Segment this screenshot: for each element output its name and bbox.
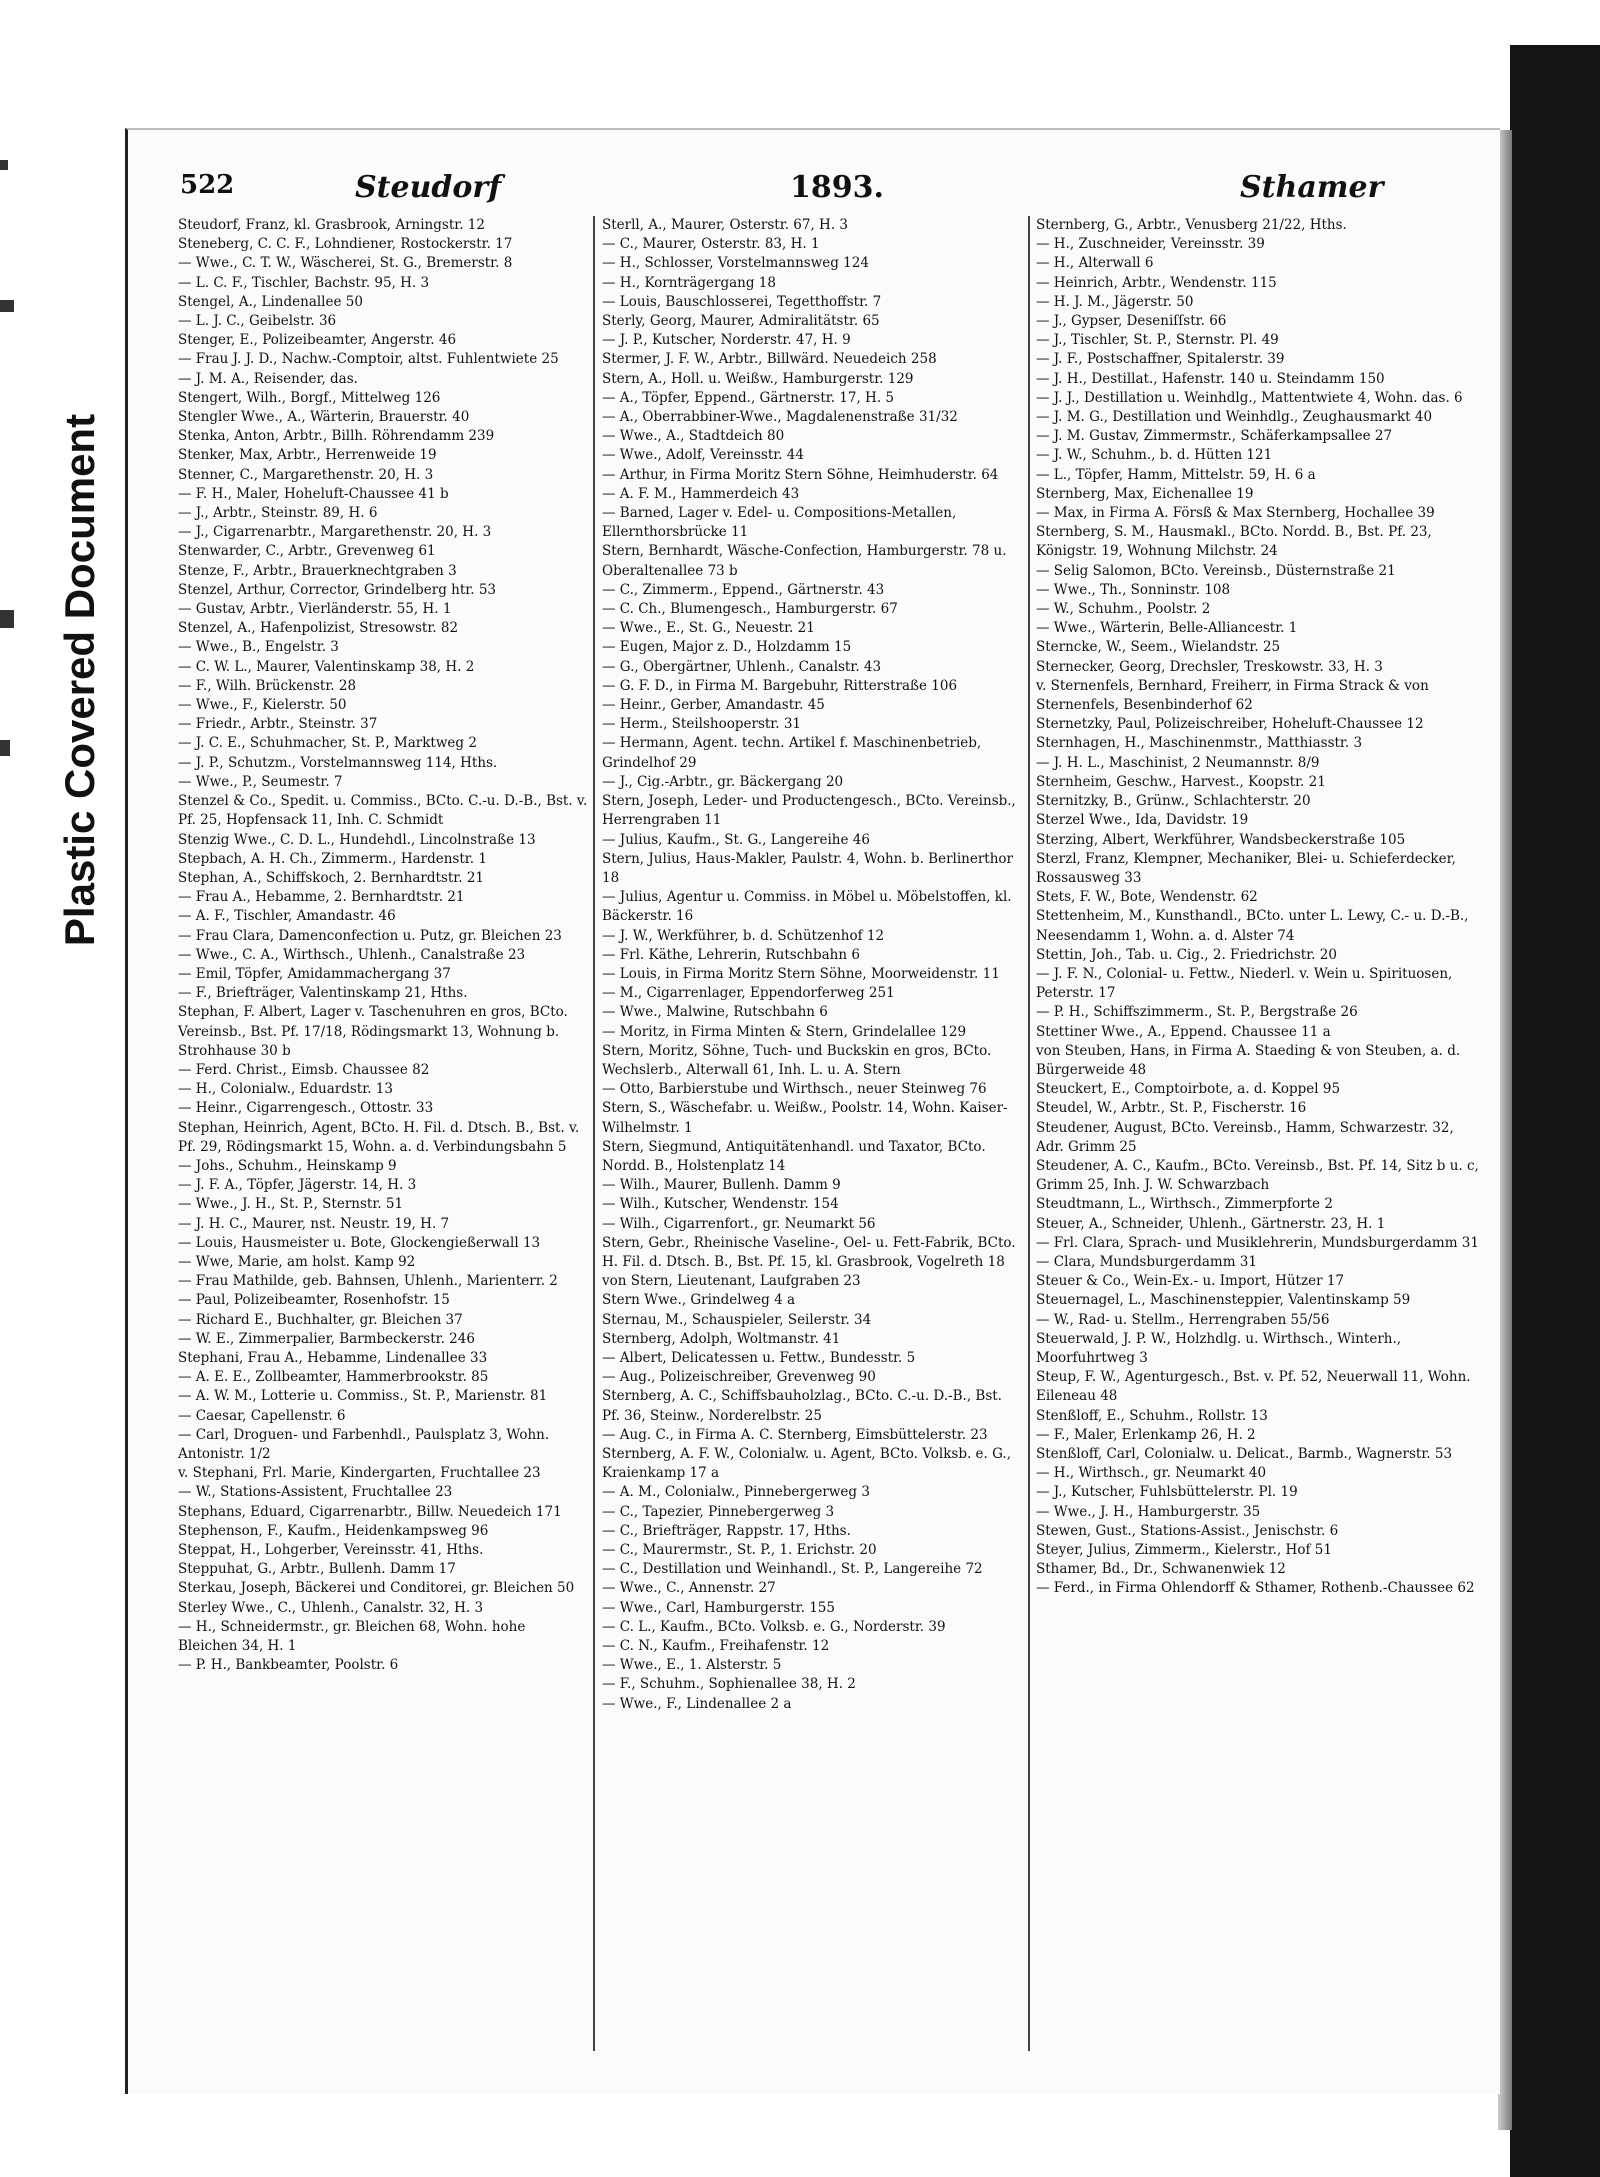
- directory-entry: — Paul, Polizeibeamter, Rosenhofstr. 15: [178, 1292, 450, 1309]
- directory-entry: — Otto, Barbierstube und Wirthsch., neuer Steinweg 76: [602, 1081, 987, 1098]
- directory-entry: — P. H., Bankbeamter, Poolstr. 6: [178, 1657, 399, 1674]
- directory-entry: von Steuben, Hans, in Firma A. Staeding & von Steuben, a. d. Bürgerweide 48: [1036, 1042, 1461, 1078]
- directory-entry: — W. E., Zimmerpalier, Barmbeckerstr. 246: [178, 1330, 475, 1347]
- column-divider: [593, 216, 595, 2051]
- directory-entry: — Wilh., Maurer, Bullenh. Damm 9: [602, 1177, 841, 1194]
- directory-entry: — Eugen, Major z. D., Holzdamm 15: [602, 639, 852, 656]
- directory-entry: — Frl. Käthe, Lehrerin, Rutschbahn 6: [602, 946, 860, 963]
- directory-entry: — Wwe., A., Stadtdeich 80: [602, 428, 785, 445]
- directory-entry: — Hermann, Agent. techn. Artikel f. Maschinenbetrieb, Grindelhof 29: [602, 735, 982, 771]
- directory-entry: Stenker, Max, Arbtr., Herrenweide 19: [178, 447, 437, 464]
- directory-entry: — Wwe., E., 1. Alsterstr. 5: [602, 1657, 782, 1674]
- directory-entry: Sternberg, Adolph, Woltmanstr. 41: [602, 1330, 841, 1347]
- directory-entry: Stermer, J. F. W., Arbtr., Billwärd. Neuedeich 258: [602, 351, 937, 368]
- page-number: 522: [180, 170, 235, 200]
- directory-entry: — Moritz, in Firma Minten & Stern, Grindelallee 129: [602, 1023, 967, 1040]
- directory-entry: — H. J. M., Jägerstr. 50: [1036, 293, 1194, 310]
- directory-entry: — Aug. C., in Firma A. C. Sternberg, Eimsbüttelerstr. 23: [602, 1426, 988, 1443]
- directory-entry: Sterzel Wwe., Ida, Davidstr. 19: [1036, 812, 1249, 829]
- directory-entry: — J. F. N., Colonial- u. Fettw., Niederl. v. Wein u. Spirituosen, Peterstr. 17: [1036, 965, 1453, 1002]
- directory-entry: — Wwe., J. H., St. P., Sternstr. 51: [178, 1196, 404, 1213]
- directory-entry: Stettiner Wwe., A., Eppend. Chaussee 11 a: [1036, 1023, 1331, 1040]
- directory-entry: — Herm., Steilshooperstr. 31: [602, 716, 802, 733]
- directory-entry: Sternberg, A. F. W., Colonialw. u. Agent, BCto. Volksb. e. G., Kraienkamp 17 a: [602, 1446, 1012, 1482]
- directory-entry: Stenzel, A., Hafenpolizist, Stresowstr. 82: [178, 620, 459, 637]
- directory-entry: — Wwe., Wärterin, Belle-Alliancestr. 1: [1036, 620, 1298, 637]
- directory-entry: — C. L., Kaufm., BCto. Volksb. e. G., Norderstr. 39: [602, 1618, 946, 1635]
- directory-entry: — H., Zuschneider, Vereinsstr. 39: [1036, 236, 1265, 253]
- directory-entry: — Johs., Schuhm., Heinskamp 9: [178, 1157, 397, 1174]
- column-3: [1036, 216, 1482, 2066]
- edge-mark: [0, 160, 8, 170]
- directory-entry: — J. W., Werkführer, b. d. Schützenhof 12: [602, 927, 885, 944]
- directory-entry: Stengel, A., Lindenallee 50: [178, 293, 363, 310]
- directory-entry: Steuerwald, J. P. W., Holzhdlg. u. Wirthsch., Winterh., Moorfuhrtweg 3: [1036, 1330, 1402, 1366]
- header-left-name: Steudorf: [355, 170, 502, 205]
- directory-entry: Sternberg, G., Arbtr., Venusberg 21/22, Hths.: [1036, 217, 1347, 233]
- directory-entry: Stenßloff, Carl, Colonialw. u. Delicat., Barmb., Wagnerstr. 53: [1036, 1446, 1453, 1462]
- directory-entry: — J. J., Destillation u. Weinhdlg., Mattentwiete 4, Wohn. das. 6: [1036, 389, 1463, 406]
- page-header: [180, 170, 1490, 214]
- directory-entry: Stenzel, Arthur, Corrector, Grindelberg htr. 53: [178, 581, 497, 598]
- directory-entry: — Wwe., Th., Sonninstr. 108: [1036, 581, 1231, 598]
- directory-entry: Stern, Siegmund, Antiquitätenhandl. und Taxator, BCto. Nordd. B., Holstenplatz 14: [602, 1138, 986, 1174]
- directory-entry: — J. C. E., Schuhmacher, St. P., Marktweg 2: [178, 735, 477, 752]
- directory-entry: — Louis, Bauschlosserei, Tegetthoffstr. 7: [602, 293, 882, 310]
- directory-entry: Sternau, M., Schauspieler, Seilerstr. 34: [602, 1311, 872, 1328]
- directory-entry: — J. F. A., Töpfer, Jägerstr. 14, H. 3: [178, 1177, 417, 1194]
- directory-entry: — Friedr., Arbtr., Steinstr. 37: [178, 716, 378, 733]
- directory-entry: — C., Maurer, Osterstr. 83, H. 1: [602, 236, 820, 253]
- scan-right-border: [1510, 45, 1600, 2177]
- directory-entry: — Wilh., Kutscher, Wendenstr. 154: [602, 1196, 839, 1213]
- directory-entry: — H., Colonialw., Eduardstr. 13: [178, 1081, 393, 1098]
- directory-entry: — A., Oberrabbiner-Wwe., Magdalenenstraße 31/32: [602, 409, 958, 426]
- directory-entry: v. Sternenfels, Bernhard, Freiherr, in Firma Strack & von Sternenfels, Besenbinderhof 62: [1036, 677, 1429, 714]
- directory-entry: Sternberg, A. C., Schiffsbauholzlag., BCto. C.-u. D.-B., Bst. Pf. 36, Steinw., Norderelbstr. 25: [602, 1388, 1002, 1424]
- directory-entry: — Louis, Hausmeister u. Bote, Glockengießerwall 13: [178, 1234, 541, 1251]
- directory-entry: — F. H., Maler, Hoheluft-Chaussee 41 b: [178, 485, 449, 502]
- directory-entry: Sternberg, Max, Eichenallee 19: [1036, 485, 1254, 502]
- directory-entry: Steuer & Co., Wein-Ex.- u. Import, Hützer 17: [1036, 1273, 1345, 1290]
- directory-entry: — Frau Clara, Damenconfection u. Putz, gr. Bleichen 23: [178, 927, 562, 944]
- directory-entry: Stepbach, A. H. Ch., Zimmerm., Hardenstr. 1: [178, 850, 487, 867]
- directory-entry: Stengler Wwe., A., Wärterin, Brauerstr. 40: [178, 409, 470, 426]
- directory-entry: Steuernagel, L., Maschinensteppier, Valentinskamp 59: [1036, 1292, 1411, 1309]
- directory-entry: Stern, S., Wäschefabr. u. Weißw., Poolstr. 14, Wohn. Kaiser-Wilhelmstr. 1: [602, 1100, 1008, 1136]
- directory-entry: Stern, A., Holl. u. Weißw., Hamburgerstr. 129: [602, 370, 914, 387]
- directory-entry: — F., Briefträger, Valentinskamp 21, Hths.: [178, 985, 468, 1002]
- directory-entry: — W., Schuhm., Poolstr. 2: [1036, 601, 1211, 618]
- directory-entry: — Selig Salomon, BCto. Vereinsb., Düsternstraße 21: [1036, 562, 1396, 579]
- directory-entry: — H., Wirthsch., gr. Neumarkt 40: [1036, 1465, 1267, 1482]
- directory-entry: — J. M. Gustav, Zimmermstr., Schäferkampsallee 27: [1036, 428, 1393, 445]
- directory-entry: Stern, Moritz, Söhne, Tuch- und Buckskin en gros, BCto. Wechslerb., Alterwall 61, Inh. L. u. A. Stern: [602, 1042, 992, 1078]
- directory-entry: — Wwe, Marie, am holst. Kamp 92: [178, 1253, 416, 1270]
- directory-entry: — Wwe., P., Seumestr. 7: [178, 773, 343, 790]
- directory-entry: — J. P., Kutscher, Norderstr. 47, H. 9: [602, 332, 851, 349]
- directory-entry: Stenwarder, C., Arbtr., Grevenweg 61: [178, 543, 436, 560]
- directory-entry: — Julius, Kaufm., St. G., Langereihe 46: [602, 831, 870, 848]
- header-year: 1893.: [790, 170, 884, 205]
- side-label-text: Plastic Covered Document: [56, 413, 104, 947]
- directory-entry: Steuckert, E., Comptoirbote, a. d. Koppel 95: [1036, 1081, 1341, 1098]
- directory-entry: — J. M. G., Destillation und Weinhdlg., Zeughausmarkt 40: [1036, 409, 1433, 426]
- directory-entry: — C. W. L., Maurer, Valentinskamp 38, H. 2: [178, 658, 475, 675]
- directory-entry: Stephan, A., Schiffskoch, 2. Bernhardtstr. 21: [178, 869, 485, 886]
- directory-entry: Steyer, Julius, Zimmerm., Kielerstr., Hof 51: [1036, 1542, 1332, 1559]
- directory-entry: — Ferd., in Firma Ohlendorff & Sthamer, Rothenb.-Chaussee 62: [1036, 1580, 1475, 1597]
- directory-entry: Stettin, Joh., Tab. u. Cig., 2. Friedrichstr. 20: [1036, 946, 1337, 963]
- directory-entry: Sternecker, Georg, Drechsler, Treskowstr. 33, H. 3: [1036, 658, 1383, 675]
- directory-entry: — Clara, Mundsburgerdamm 31: [1036, 1253, 1257, 1270]
- directory-entry: Steup, F. W., Agenturgesch., Bst. v. Pf. 52, Neuerwall 11, Wohn. Eileneau 48: [1036, 1369, 1471, 1405]
- directory-entry: — Richard E., Buchhalter, gr. Bleichen 37: [178, 1311, 463, 1328]
- column-2: [602, 216, 1024, 2066]
- directory-entry: — H., Kornträgergang 18: [602, 274, 776, 291]
- directory-entry: — J. P., Schutzm., Vorstelmannsweg 114, Hths.: [178, 754, 498, 771]
- directory-entry: — J., Kutscher, Fuhlsbüttelerstr. Pl. 19: [1036, 1484, 1298, 1501]
- column-1: [178, 216, 588, 2066]
- directory-entry: — C., Zimmerm., Eppend., Gärtnerstr. 43: [602, 581, 885, 598]
- directory-entry: — A. F. M., Hammerdeich 43: [602, 485, 800, 502]
- directory-entry: — W., Stations-Assistent, Fruchtallee 23: [178, 1484, 453, 1501]
- directory-entry: — Barned, Lager v. Edel- u. Compositions-Metallen, Ellernthorsbrücke 11: [602, 505, 957, 541]
- directory-entry: Stets, F. W., Bote, Wendenstr. 62: [1036, 889, 1258, 906]
- directory-entry: Sthamer, Bd., Dr., Schwanenwiek 12: [1036, 1561, 1286, 1578]
- directory-entry: — C., Destillation und Weinhandl., St. P., Langereihe 72: [602, 1561, 983, 1578]
- directory-entry: — Wwe., F., Lindenallee 2 a: [602, 1695, 792, 1712]
- directory-entry: — J. H. L., Maschinist, 2 Neumannstr. 8/9: [1036, 754, 1320, 771]
- directory-entry: Sternheim, Geschw., Harvest., Koopstr. 21: [1036, 773, 1326, 790]
- directory-entry: — Heinrich, Arbtr., Wendenstr. 115: [1036, 274, 1277, 291]
- directory-entry: Steudener, August, BCto. Vereinsb., Hamm, Schwarzestr. 32, Adr. Grimm 25: [1036, 1119, 1454, 1155]
- directory-entry: — L., Töpfer, Hamm, Mittelstr. 59, H. 6 a: [1036, 466, 1316, 483]
- directory-entry: — Wwe., Malwine, Rutschbahn 6: [602, 1004, 828, 1021]
- directory-entry: — J. H., Destillat., Hafenstr. 140 u. Steindamm 150: [1036, 370, 1385, 387]
- directory-entry: Steuer, A., Schneider, Uhlenh., Gärtnerstr. 23, H. 1: [1036, 1215, 1386, 1232]
- directory-entry: — Wwe., Carl, Hamburgerstr. 155: [602, 1599, 835, 1616]
- directory-entry: — Frl. Clara, Sprach- und Musiklehrerin, Mundsburgerdamm 31: [1036, 1234, 1479, 1251]
- directory-entry: Stenner, C., Margarethenstr. 20, H. 3: [178, 466, 434, 483]
- directory-entry: — L. C. F., Tischler, Bachstr. 95, H. 3: [178, 274, 430, 291]
- edge-mark: [0, 300, 14, 312]
- directory-entry: Sternetzky, Paul, Polizeischreiber, Hoheluft-Chaussee 12: [1036, 716, 1424, 733]
- side-label: [30, 360, 130, 1000]
- directory-entry: — Albert, Delicatessen u. Fettw., Bundesstr. 5: [602, 1349, 916, 1366]
- directory-entry: Sternberg, S. M., Hausmakl., BCto. Nordd. B., Bst. Pf. 23, Königstr. 19, Wohnung Milchstr. 24: [1036, 524, 1432, 560]
- directory-entry: — J., Tischler, St. P., Sternstr. Pl. 49: [1036, 332, 1279, 349]
- directory-entry: — Heinr., Gerber, Amandastr. 45: [602, 697, 825, 714]
- directory-entry: — W., Rad- u. Stellm., Herrengraben 55/56: [1036, 1311, 1330, 1328]
- directory-entry: — A. E. E., Zollbeamter, Hammerbrookstr. 85: [178, 1369, 489, 1386]
- directory-entry: — Frau A., Hebamme, 2. Bernhardtstr. 21: [178, 889, 465, 906]
- directory-entry: — P. H., Schiffszimmerm., St. P., Bergstraße 26: [1036, 1004, 1358, 1021]
- directory-entry: v. Stephani, Frl. Marie, Kindergarten, Fruchtallee 23: [178, 1465, 541, 1482]
- header-right-name: Sthamer: [1240, 170, 1384, 205]
- directory-entry: Stephan, F. Albert, Lager v. Taschenuhren en gros, BCto. Vereinsb., Bst. Pf. 17/18, Rödingsmarkt 13, Wohnung b. Strohhause 30 b: [178, 1004, 568, 1059]
- directory-entry: — F., Wilh. Brückenstr. 28: [178, 677, 357, 694]
- directory-entry: Stenze, F., Arbtr., Brauerknechtgraben 3: [178, 562, 457, 579]
- directory-entry: Stenger, E., Polizeibeamter, Angerstr. 46: [178, 332, 457, 349]
- directory-entry: Stenzig Wwe., C. D. L., Hundehdl., Lincolnstraße 13: [178, 831, 536, 848]
- directory-entry: — H., Alterwall 6: [1036, 255, 1154, 272]
- directory-entry: Stern, Gebr., Rheinische Vaseline-, Oel- u. Fett-Fabrik, BCto. H. Fil. d. Dtsch. B., Bst. Pf. 15, kl. Grasbrook, Vogelreth 18: [602, 1234, 1016, 1270]
- directory-entry: — Wwe., C., Annenstr. 27: [602, 1580, 776, 1597]
- directory-entry: — Aug., Polizeischreiber, Grevenweg 90: [602, 1369, 876, 1386]
- directory-entry: — Max, in Firma A. Försß & Max Sternberg, Hochallee 39: [1036, 505, 1435, 522]
- directory-entry: Stern, Julius, Haus-Makler, Paulstr. 4, Wohn. b. Berlinerthor 18: [602, 850, 1013, 886]
- directory-entry: Sterll, A., Maurer, Osterstr. 67, H. 3: [602, 217, 848, 233]
- directory-entry: Steppat, H., Lohgerber, Vereinsstr. 41, Hths.: [178, 1542, 484, 1559]
- directory-entry: Stenßloff, E., Schuhm., Rollstr. 13: [1036, 1407, 1268, 1424]
- directory-entry: — C., Tapezier, Pinnebergerweg 3: [602, 1503, 835, 1520]
- directory-entry: Stephans, Eduard, Cigarrenarbtr., Billw. Neuedeich 171: [178, 1503, 562, 1520]
- directory-entry: — G. F. D., in Firma M. Bargebuhr, Ritterstraße 106: [602, 677, 958, 694]
- directory-entry: — A. W. M., Lotterie u. Commiss., St. P., Marienstr. 81: [178, 1388, 548, 1405]
- directory-entry: — Frau J. J. D., Nachw.-Comptoir, altst. Fuhlentwiete 25: [178, 351, 559, 368]
- directory-entry: — J. F., Postschaffner, Spitalerstr. 39: [1036, 351, 1285, 368]
- directory-entry: — Julius, Agentur u. Commiss. in Möbel u. Möbelstoffen, kl. Bäckerstr. 16: [602, 889, 1012, 925]
- directory-entry: — J. H. C., Maurer, nst. Neustr. 19, H. 7: [178, 1215, 450, 1232]
- directory-entry: — Wwe., F., Kielerstr. 50: [178, 697, 347, 714]
- directory-entry: Stern Wwe., Grindelweg 4 a: [602, 1292, 796, 1309]
- directory-entry: — Frau Mathilde, geb. Bahnsen, Uhlenh., Marienterr. 2: [178, 1273, 558, 1290]
- directory-entry: — L. J. C., Geibelstr. 36: [178, 313, 337, 330]
- directory-entry: — J. M. A., Reisender, das.: [178, 370, 358, 387]
- directory-entry: — Louis, in Firma Moritz Stern Söhne, Moorweidenstr. 11: [602, 965, 1000, 982]
- directory-entry: — A., Töpfer, Eppend., Gärtnerstr. 17, H. 5: [602, 389, 895, 406]
- directory-entry: — J., Cig.-Arbtr., gr. Bäckergang 20: [602, 773, 844, 790]
- directory-entry: — Caesar, Capellenstr. 6: [178, 1407, 346, 1424]
- directory-entry: Sterley Wwe., C., Uhlenh., Canalstr. 32, H. 3: [178, 1599, 484, 1616]
- directory-entry: — Heinr., Cigarrengesch., Ottostr. 33: [178, 1100, 434, 1117]
- directory-entry: — J. W., Schuhm., b. d. Hütten 121: [1036, 447, 1273, 464]
- directory-entry: Stengert, Wilh., Borgf., Mittelweg 126: [178, 389, 441, 406]
- directory-entry: Sternhagen, H., Maschinenmstr., Matthiasstr. 3: [1036, 735, 1363, 752]
- edge-mark: [0, 610, 14, 628]
- directory-entry: — Wwe., C. T. W., Wäscherei, St. G., Bremerstr. 8: [178, 255, 513, 272]
- directory-entry: — G., Obergärtner, Uhlenh., Canalstr. 43: [602, 658, 882, 675]
- directory-entry: — Wwe., E., St. G., Neuestr. 21: [602, 620, 815, 637]
- column-divider: [1028, 216, 1030, 2051]
- directory-entry: Stewen, Gust., Stations-Assist., Jenischstr. 6: [1036, 1522, 1339, 1539]
- directory-entry: — A. F., Tischler, Amandastr. 46: [178, 908, 396, 925]
- directory-entry: Sternitzky, B., Grünw., Schlachterstr. 20: [1036, 793, 1311, 810]
- directory-entry: Steudorf, Franz, kl. Grasbrook, Arningstr. 12: [178, 217, 485, 233]
- directory-entry: — Arthur, in Firma Moritz Stern Söhne, Heimhuderstr. 64: [602, 466, 999, 483]
- directory-entry: Steudener, A. C., Kaufm., BCto. Vereinsb., Bst. Pf. 14, Sitz b u. c, Grimm 25, Inh. J. W. Schwarzbach: [1036, 1157, 1479, 1194]
- directory-entry: — Gustav, Arbtr., Vierländerstr. 55, H. 1: [178, 601, 452, 618]
- directory-entry: — J., Arbtr., Steinstr. 89, H. 6: [178, 505, 378, 522]
- directory-entry: Steppuhat, G., Arbtr., Bullenh. Damm 17: [178, 1561, 456, 1578]
- directory-entry: — H., Schneidermstr., gr. Bleichen 68, Wohn. hohe Bleichen 34, H. 1: [178, 1618, 526, 1655]
- directory-entry: Stettenheim, M., Kunsthandl., BCto. unter L. Lewy, C.- u. D.-B., Neesendamm 1, Wohn. a. d. Alster 74: [1036, 908, 1469, 944]
- directory-entry: Steneberg, C. C. F., Lohndiener, Rostockerstr. 17: [178, 236, 513, 253]
- directory-entry: Sterncke, W., Seem., Wielandstr. 25: [1036, 639, 1281, 656]
- directory-entry: Stern, Bernhardt, Wäsche-Confection, Hamburgerstr. 78 u. Oberaltenallee 73 b: [602, 543, 1007, 579]
- directory-entry: Stephan, Heinrich, Agent, BCto. H. Fil. d. Dtsch. B., Bst. v. Pf. 29, Rödingsmarkt 15, Wohn. a. d. Verbindungsbahn 5: [178, 1119, 580, 1155]
- directory-entry: von Stern, Lieutenant, Laufgraben 23: [602, 1273, 861, 1290]
- directory-entry: — Wwe., J. H., Hamburgerstr. 35: [1036, 1503, 1261, 1520]
- directory-entry: Stephenson, F., Kaufm., Heidenkampsweg 96: [178, 1522, 489, 1539]
- directory-entry: Stephani, Frau A., Hebamme, Lindenallee 33: [178, 1349, 488, 1366]
- directory-entry: — Wwe., Adolf, Vereinsstr. 44: [602, 447, 804, 464]
- directory-entry: Sterkau, Joseph, Bäckerei und Conditorei, gr. Bleichen 50: [178, 1580, 575, 1597]
- directory-entry: Sterzing, Albert, Werkführer, Wandsbeckerstraße 105: [1036, 831, 1406, 848]
- directory-entry: — C. N., Kaufm., Freihafenstr. 12: [602, 1638, 830, 1655]
- directory-entry: — Carl, Droguen- und Farbenhdl., Paulsplatz 3, Wohn. Antonistr. 1/2: [178, 1426, 550, 1462]
- directory-entry: Steudtmann, L., Wirthsch., Zimmerpforte 2: [1036, 1196, 1333, 1213]
- directory-entry: Steudel, W., Arbtr., St. P., Fischerstr. 16: [1036, 1100, 1307, 1117]
- directory-entry: — J., Cigarrenarbtr., Margarethenstr. 20, H. 3: [178, 524, 492, 541]
- directory-entry: — M., Cigarrenlager, Eppendorferweg 251: [602, 985, 895, 1002]
- directory-entry: — Wwe., B., Engelstr. 3: [178, 639, 339, 656]
- directory-entry: — F., Schuhm., Sophienallee 38, H. 2: [602, 1676, 856, 1693]
- directory-entry: Sterzl, Franz, Klempner, Mechaniker, Blei- u. Schieferdecker, Rossausweg 33: [1036, 850, 1456, 886]
- directory-entry: — Ferd. Christ., Eimsb. Chaussee 82: [178, 1061, 430, 1078]
- edge-mark: [0, 740, 10, 756]
- directory-entry: — Emil, Töpfer, Amidammachergang 37: [178, 965, 451, 982]
- directory-entry: — F., Maler, Erlenkamp 26, H. 2: [1036, 1426, 1256, 1443]
- directory-entry: — C., Maurermstr., St. P., 1. Erichstr. 20: [602, 1542, 877, 1559]
- page-edge-shadow: [1498, 130, 1512, 2130]
- directory-entry: — C., Briefträger, Rappstr. 17, Hths.: [602, 1522, 851, 1539]
- directory-entry: Sterly, Georg, Maurer, Admiralitätstr. 65: [602, 313, 880, 330]
- directory-entry: — J., Gypser, Deseniſſstr. 66: [1036, 313, 1227, 330]
- directory-entry: — H., Schlosser, Vorstelmannsweg 124: [602, 255, 869, 272]
- directory-entry: — C. Ch., Blumengesch., Hamburgerstr. 67: [602, 601, 898, 618]
- directory-entry: Stenzel & Co., Spedit. u. Commiss., BCto. C.-u. D.-B., Bst. v. Pf. 25, Hopfensack 11, Inh. C. Schmidt: [178, 793, 588, 829]
- directory-entry: — Wwe., C. A., Wirthsch., Uhlenh., Canalstraße 23: [178, 946, 526, 963]
- directory-entry: Stenka, Anton, Arbtr., Billh. Röhrendamm 239: [178, 428, 495, 445]
- directory-entry: Stern, Joseph, Leder- und Productengesch., BCto. Vereinsb., Herrengraben 11: [602, 793, 1016, 829]
- directory-entry: — A. M., Colonialw., Pinnebergerweg 3: [602, 1484, 870, 1501]
- directory-entry: — Wilh., Cigarrenfort., gr. Neumarkt 56: [602, 1215, 876, 1232]
